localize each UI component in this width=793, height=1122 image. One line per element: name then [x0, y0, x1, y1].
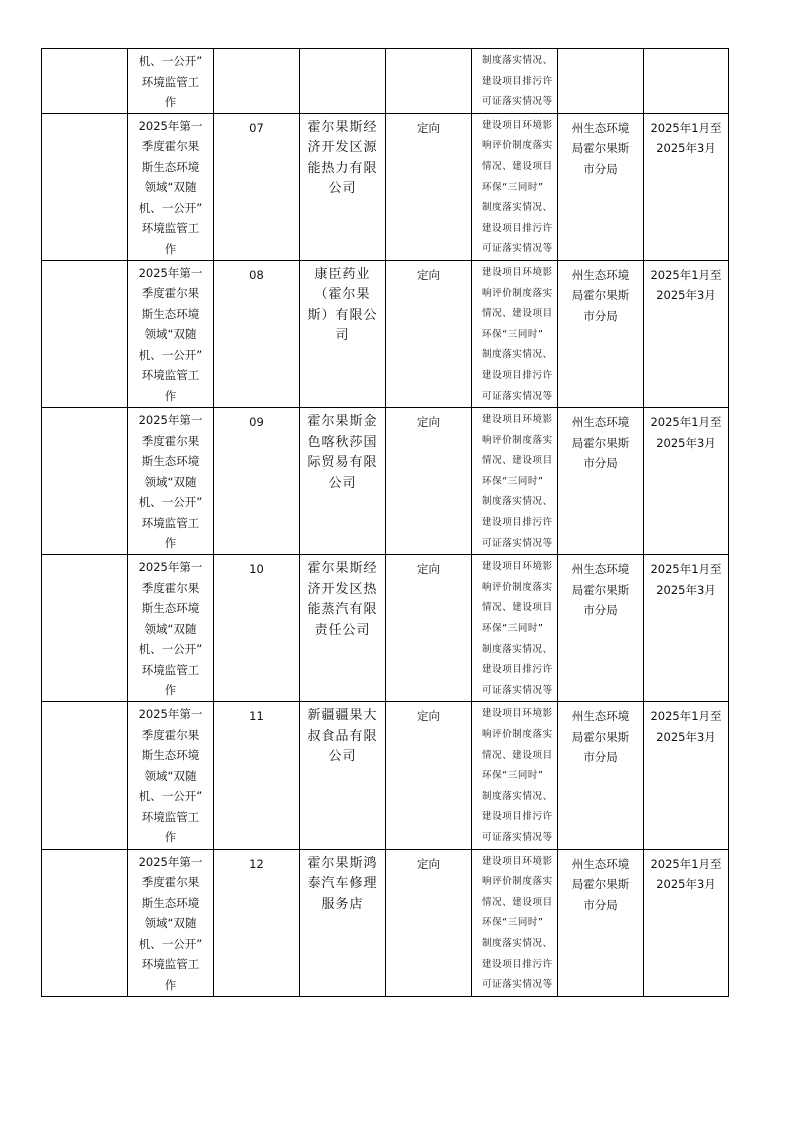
task-line: 2025年第一 [138, 560, 203, 575]
unit-line: 霍尔果斯金 [307, 414, 378, 430]
task-line: 斯生态环境 [141, 748, 200, 763]
content-line: 建设项目环境影 [482, 708, 553, 720]
task-line: 环境监管工 [141, 515, 200, 530]
unit-line: 服务店 [321, 896, 364, 912]
number-text: 12 [249, 856, 264, 871]
content-line: 响评价制度落实 [482, 140, 553, 152]
task-line: 领域“双随 [144, 621, 197, 636]
unit-line: 色喀秋莎国 [307, 434, 378, 450]
dept-cell [558, 113, 644, 260]
dept-line: 州生态环境 [571, 562, 630, 577]
content-cell [472, 49, 558, 114]
number-cell [214, 408, 300, 555]
period-line: 2025年1月至 [650, 120, 722, 135]
period-line: 2025年3月 [656, 877, 716, 892]
task-line: 环境监管工 [141, 809, 200, 824]
content-line: 可证落实情况等 [482, 243, 553, 255]
content-line: 建设项目环境影 [482, 855, 553, 867]
content-line: 制度落实情况、 [482, 643, 553, 655]
task-line: 季度霍尔果 [141, 139, 200, 154]
seq-cell [42, 849, 128, 996]
method-cell [386, 555, 472, 702]
task-line: 环境监管工 [141, 957, 200, 972]
content-line: 响评价制度落实 [482, 581, 553, 593]
task-line: 作 [164, 830, 177, 845]
unit-line: 公司 [328, 749, 357, 765]
dept-line: 局霍尔果斯 [571, 877, 630, 892]
dept-line: 州生态环境 [571, 709, 630, 724]
dept-cell [558, 702, 644, 849]
method-cell [386, 113, 472, 260]
period-line: 2025年3月 [656, 582, 716, 597]
period-cell [644, 408, 729, 555]
dept-line: 局霍尔果斯 [571, 288, 630, 303]
method-cell [386, 260, 472, 407]
task-line: 机、一公开” [138, 347, 203, 362]
dept-line: 州生态环境 [571, 267, 630, 282]
dept-line: 州生态环境 [571, 415, 630, 430]
unit-line: 责任公司 [314, 622, 371, 638]
content-line: 制度落实情况、 [482, 349, 553, 361]
content-line: 环保“三同时” [482, 770, 544, 782]
content-line: 响评价制度落实 [482, 729, 553, 740]
unit-line: 公司 [328, 181, 357, 197]
content-line: 制度落实情况、 [482, 55, 553, 66]
table-row [42, 260, 729, 407]
table-row [42, 113, 729, 260]
task-cell [128, 702, 214, 849]
content-line: 环保“三同时” [482, 181, 544, 193]
task-line: 季度霍尔果 [141, 580, 200, 595]
method-text: 定向 [417, 562, 440, 577]
content-line: 环保“三同时” [482, 623, 544, 635]
content-line: 建设项目环境影 [482, 414, 553, 426]
content-line: 建设项目环境影 [482, 266, 553, 278]
unit-line: 霍尔果斯经 [307, 561, 378, 577]
number-text: 10 [249, 562, 264, 577]
dept-line: 州生态环境 [571, 856, 630, 871]
task-line: 机、一公开” [138, 200, 203, 215]
task-line: 机、一公开” [138, 789, 203, 804]
task-line: 季度霍尔果 [141, 286, 200, 301]
content-line: 建设项目排污许 [482, 369, 553, 381]
period-cell [644, 555, 729, 702]
task-line: 斯生态环境 [141, 159, 200, 174]
content-line: 情况、建设项目 [482, 308, 553, 320]
method-cell [386, 49, 472, 114]
content-line: 情况、建设项目 [482, 896, 553, 908]
content-line: 可证落实情况等 [482, 96, 553, 108]
task-line: 2025年第一 [138, 413, 203, 428]
content-line: 环保“三同时” [482, 917, 544, 929]
dept-line: 州生态环境 [571, 120, 630, 135]
method-cell [386, 408, 472, 555]
unit-line: 能蒸汽有限 [307, 602, 378, 618]
content-line: 响评价制度落实 [482, 876, 553, 888]
task-line: 作 [164, 95, 177, 109]
period-line: 2025年3月 [656, 729, 716, 744]
task-line: 环境监管工 [141, 368, 200, 383]
dept-cell [558, 408, 644, 555]
content-cell [472, 113, 558, 260]
content-line: 建设项目环境影 [482, 561, 553, 573]
task-line: 环境监管工 [141, 74, 200, 89]
dept-line: 市分局 [583, 161, 618, 176]
task-line: 机、一公开” [138, 642, 203, 657]
number-text: 08 [249, 267, 264, 282]
unit-line: 斯）有限公 [307, 307, 378, 323]
period-cell [644, 702, 729, 849]
task-line: 作 [164, 241, 177, 256]
period-cell [644, 49, 729, 114]
unit-line: 泰汽车修理 [307, 876, 378, 892]
number-cell [214, 113, 300, 260]
dept-cell [558, 849, 644, 996]
task-line: 作 [164, 388, 177, 403]
task-line: 季度霍尔果 [141, 727, 200, 742]
content-line: 环保“三同时” [482, 475, 544, 487]
task-line: 机、一公开” [138, 54, 203, 68]
content-line: 建设项目排污许 [482, 517, 553, 529]
task-line: 斯生态环境 [141, 306, 200, 321]
unit-line: 新疆疆果大 [307, 708, 378, 724]
content-line: 情况、建设项目 [482, 160, 553, 172]
content-line: 可证落实情况等 [482, 831, 553, 843]
unit-line: 司 [335, 328, 350, 344]
unit-cell [300, 113, 386, 260]
unit-line: 霍尔果斯鸿 [307, 855, 378, 871]
task-line: 斯生态环境 [141, 601, 200, 616]
content-line: 建设项目环境影 [482, 119, 553, 131]
method-text: 定向 [417, 856, 440, 871]
seq-cell [42, 408, 128, 555]
task-line: 2025年第一 [138, 265, 203, 280]
dept-cell [558, 49, 644, 114]
dept-line: 局霍尔果斯 [571, 582, 630, 597]
content-line: 制度落实情况、 [482, 790, 553, 802]
task-line: 领域“双随 [144, 327, 197, 342]
number-cell [214, 260, 300, 407]
content-line: 环保“三同时” [482, 328, 544, 340]
table-row-continued [42, 49, 729, 114]
task-line: 季度霍尔果 [141, 875, 200, 890]
unit-cell [300, 555, 386, 702]
dept-line: 市分局 [583, 603, 618, 618]
task-cell [128, 113, 214, 260]
period-cell [644, 113, 729, 260]
task-cell [128, 260, 214, 407]
number-cell [214, 849, 300, 996]
seq-cell [42, 113, 128, 260]
unit-line: （霍尔果 [314, 287, 371, 303]
content-line: 可证落实情况等 [482, 390, 553, 402]
period-line: 2025年3月 [656, 435, 716, 450]
period-cell [644, 849, 729, 996]
table-row [42, 408, 729, 555]
task-cell [128, 408, 214, 555]
content-line: 建设项目排污许 [482, 958, 553, 970]
seq-cell [42, 49, 128, 114]
content-line: 制度落实情况、 [482, 496, 553, 508]
task-line: 2025年第一 [138, 854, 203, 869]
task-line: 2025年第一 [138, 118, 203, 133]
content-line: 建设项目排污许 [482, 811, 553, 823]
method-text: 定向 [417, 415, 440, 430]
content-line: 响评价制度落实 [482, 287, 553, 299]
task-line: 斯生态环境 [141, 454, 200, 469]
content-line: 可证落实情况等 [482, 684, 553, 696]
unit-cell [300, 260, 386, 407]
dept-cell [558, 260, 644, 407]
unit-line: 公司 [328, 475, 357, 491]
unit-line: 霍尔果斯经 [307, 119, 378, 135]
task-line: 环境监管工 [141, 662, 200, 677]
method-text: 定向 [417, 709, 440, 724]
period-cell [644, 260, 729, 407]
unit-cell [300, 49, 386, 114]
number-text: 09 [249, 415, 264, 430]
period-line: 2025年1月至 [650, 415, 722, 430]
number-text: 07 [249, 120, 264, 135]
dept-line: 市分局 [583, 456, 618, 471]
content-cell [472, 555, 558, 702]
content-line: 可证落实情况等 [482, 537, 553, 549]
content-line: 制度落实情况、 [482, 937, 553, 949]
period-line: 2025年3月 [656, 141, 716, 156]
seq-cell [42, 260, 128, 407]
dept-cell [558, 555, 644, 702]
unit-cell [300, 408, 386, 555]
task-line: 环境监管工 [141, 221, 200, 236]
content-line: 响评价制度落实 [482, 434, 553, 446]
dept-line: 局霍尔果斯 [571, 729, 630, 744]
task-line: 领域“双随 [144, 916, 197, 931]
unit-cell [300, 702, 386, 849]
unit-cell [300, 849, 386, 996]
task-line: 领域“双随 [144, 180, 197, 195]
content-line: 建设项目排污许 [482, 664, 553, 676]
unit-line: 济开发区源 [307, 140, 378, 156]
task-line: 作 [164, 683, 177, 698]
number-cell [214, 555, 300, 702]
method-text: 定向 [417, 267, 440, 282]
content-line: 建设项目排污许 [482, 222, 553, 234]
unit-line: 叔食品有限 [307, 728, 378, 744]
task-cell [128, 49, 214, 114]
seq-cell [42, 702, 128, 849]
method-cell [386, 849, 472, 996]
dept-line: 局霍尔果斯 [571, 141, 630, 156]
table-row [42, 702, 729, 849]
content-line: 情况、建设项目 [482, 602, 553, 614]
dept-line: 局霍尔果斯 [571, 435, 630, 450]
number-cell [214, 49, 300, 114]
period-line: 2025年1月至 [650, 562, 722, 577]
content-line: 情况、建设项目 [482, 749, 553, 761]
task-line: 领域“双随 [144, 474, 197, 489]
task-line: 2025年第一 [138, 707, 203, 722]
unit-line: 济开发区热 [307, 581, 378, 597]
task-line: 机、一公开” [138, 495, 203, 510]
content-cell [472, 702, 558, 849]
number-cell [214, 702, 300, 849]
table-row [42, 555, 729, 702]
content-line: 情况、建设项目 [482, 455, 553, 467]
content-cell [472, 849, 558, 996]
task-line: 作 [164, 977, 177, 992]
method-text: 定向 [417, 120, 440, 135]
method-cell [386, 702, 472, 849]
period-line: 2025年1月至 [650, 709, 722, 724]
dept-line: 市分局 [583, 897, 618, 912]
content-line: 制度落实情况、 [482, 202, 553, 214]
task-line: 领域“双随 [144, 768, 197, 783]
unit-line: 康臣药业 [314, 266, 371, 282]
task-cell [128, 849, 214, 996]
unit-line: 能热力有限 [307, 160, 378, 176]
unit-line: 际贸易有限 [307, 455, 378, 471]
content-cell [472, 408, 558, 555]
inspection-table [41, 48, 729, 997]
period-line: 2025年1月至 [650, 856, 722, 871]
content-cell [472, 260, 558, 407]
content-line: 建设项目排污许 [482, 75, 553, 87]
task-line: 作 [164, 536, 177, 551]
task-line: 机、一公开” [138, 936, 203, 951]
period-line: 2025年3月 [656, 288, 716, 303]
dept-line: 市分局 [583, 750, 618, 765]
period-line: 2025年1月至 [650, 267, 722, 282]
task-line: 斯生态环境 [141, 895, 200, 910]
task-line: 季度霍尔果 [141, 433, 200, 448]
seq-cell [42, 555, 128, 702]
content-line: 可证落实情况等 [482, 979, 553, 991]
task-cell [128, 555, 214, 702]
number-text: 11 [249, 709, 264, 724]
dept-line: 市分局 [583, 308, 618, 323]
table-row [42, 849, 729, 996]
